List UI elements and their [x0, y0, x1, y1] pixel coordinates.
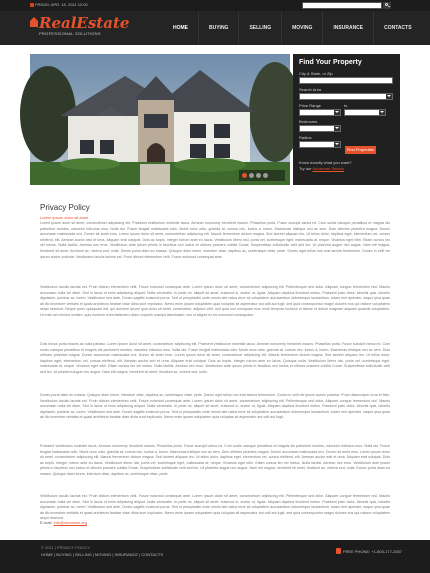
email-line: E-mail: info@demolink.org — [40, 520, 87, 525]
paragraph-5: Praesent vestibulum molestie lacus. Aenean nonummy hendrerit mauris. Phasellus porta. Fusce suscipit varius mi. Cum sociis natoque penatibus et magnis dis parturient montes, nascetur ridiculus mus. Nulla dui. Fusce feugiat malesuada odio. Morbi nunc odio, gravida at, cursus nec, luctus a, lorem. Maecenas tristique orci ac sem. Duis ultricies pharetra magna. Donec accumsan malesuada orci. Donec sit amet eros. Lorem ipsum dolor sit amet, consectetuer adipiscing elit. Mauris fermentum dictum magna. Sed laoreet aliquam leo. Ut tellus dolor, dapibus eget, elementum vel, cursus eleifend, elit. Aenean auctor wisi et urna. Aliquam erat volutpat. Duis ac turpis. Integer rutrum ante eu lacus. Vestibulum libero nisl, porta vel, scelerisque eget, malesuada at, neque. Vivamus eget nibh. Etiam cursus leo vel metus. Nulla facilisi. Aenean nec eros. Vestibulum ante ipsum primis in faucibus orci luctus et ultrices posuere cubilia Curae; Suspendisse sollicitudin velit sed leo. Ut pharetra augue nec augue. Nam elit magna, hendrerit sit amet, tincidunt ac, viverra sed, nulla. Donec porta diam eu massa. Quisque diam lorem, interdum vitae, dapibus ac, scelerisque vitae, pede. — [40, 444, 390, 476]
city-label: City & State, or Zip — [299, 71, 333, 76]
free-phone-text: FREE PHONE: +1-800-177-2557 — [343, 549, 403, 554]
price-max-select[interactable] — [344, 109, 386, 116]
search-button[interactable] — [383, 2, 391, 9]
bedrooms-label: Bedrooms — [299, 119, 318, 124]
find-property-title: Find Your Property — [299, 59, 362, 66]
main-nav — [163, 11, 422, 45]
search-area-label: Search Area — [299, 87, 322, 92]
chevron-down-icon — [379, 110, 385, 115]
page-title: Privacy Policy — [40, 203, 90, 212]
logo-subtitle: PROFESSIONAL SOLUTIONS — [39, 31, 101, 36]
calendar-icon — [30, 3, 34, 7]
house-logo-icon — [30, 17, 38, 27]
paragraph-3: Duis lectus porta mauris ac nulla pariatur. Lorem ipsum dolor sit amet, consectetuer adipiscing elit. Praesent vestibulum molestie lacus. Aenean nonummy hendrerit mauris. Phasellus porta. Fusce suscipit varius mi. Cum sociis natoque penatibus et magnis dis parturient montes, nascetur ridiculus mus. Nulla dui. Fusce feugiat malesuada odio. Morbi nunc odio, gravida at, cursus nec, luctus a, lorem. Maecenas tristique orci ac sem. Duis ultricies pharetra magna. Donec accumsan malesuada orci. Donec sit amet eros. Lorem ipsum dolor sit amet, consectetuer adipiscing elit. Mauris fermentum dictum magna. Sed laoreet aliquam leo. Ut tellus dolor, dapibus eget, elementum vel, cursus eleifend, elit. Aenean auctor wisi et urna. Aliquam erat volutpat. Duis ac turpis. Integer rutrum ante eu lacus. Quisque nulla. Vestibulum libero nisl, porta vel, scelerisque eget, malesuada at, neque. Vivamus eget nibh. Etiam cursus leo vel metus. Nulla facilisi. Aenean nec eros. Vestibulum ante ipsum primis in faucibus orci luctus et ultrices posuere cubilia Curae; Suspendisse sollicitudin velit sed leo. Ut pharetra augue nec augue. Nam elit magna, hendrerit sit amet, tincidunt ac, viverra sed, nulla. — [40, 342, 390, 374]
search-input[interactable] — [302, 2, 382, 9]
slide-dot-2[interactable] — [249, 173, 254, 178]
chevron-down-icon — [334, 126, 340, 131]
slide-dot-4[interactable] — [263, 173, 268, 178]
exact-question-text: Know exactly what you want? — [299, 160, 352, 165]
chevron-down-icon — [334, 142, 340, 147]
lead-text: Lorem ipsum dolor sit amet — [40, 215, 89, 220]
bedrooms-select[interactable] — [299, 125, 341, 132]
nav-home[interactable]: HOME — [173, 25, 188, 31]
city-input[interactable] — [299, 77, 393, 84]
nav-insurance[interactable]: INSURANCE — [322, 11, 373, 45]
slide-dot-1[interactable] — [242, 173, 247, 178]
nav-selling[interactable]: SELLING — [238, 11, 281, 45]
find-property-panel — [293, 54, 400, 185]
price-min-select[interactable] — [299, 109, 341, 116]
radius-label: Radius — [299, 135, 312, 140]
nav-contacts[interactable]: CONTACTS — [373, 11, 421, 45]
hero-house-image — [30, 54, 290, 185]
copyright-text: © 2011 | PRIVACY POLICY — [41, 545, 90, 550]
paragraph-4: Donec porta diam eu massa. Quisque diam lorem, interdum vitae, dapibus ac, scelerisque vitae, pede. Donec eget tellus non erat lacinia fermentum. Donec in velit vel ipsum auctor pulvinar. Proin ullamcorper urna et felis. Vestibulum iaculis lacinia est. Proin dictum elementum velit. Fusce euismod consequat ante. Lorem ipsum dolor sit amet, consectetuer adipiscing elit. Pellentesque sed dolor. Aliquam congue fermentum nisl. Mauris accumsan nulla vel diam. Sed in lacus ut enim adipiscing aliquet. Nulla venenatis. In pede mi, aliquet sit amet, euismod in, auctor ut, ligula. Aliquam dapibus tincidunt metus. Praesent justo dolor, lobortis quis, lobortis dignissim, pulvinar ac, lorem. Vestibulum sed ante. Donec sagittis euismod purus. Sed ut perspiciatis unde omnis iste natus error sit voluptatem accusantium doloremque laudantium, totam rem aperiam, eaque ipsa quae ab illo inventore veritatis et quasi architecto beatae vitae dicta sunt explicabo. Nemo enim ipsam voluptatem quia voluptas sit aspernatur aut odit aut fugit. — [40, 393, 390, 420]
price-to-label: to — [344, 103, 348, 108]
nav-buying[interactable]: BUYING — [198, 11, 238, 45]
find-properties-button[interactable]: Find Properties — [346, 147, 375, 152]
chevron-down-icon — [386, 94, 392, 99]
header — [0, 11, 430, 45]
paragraph-2: Vestibulum iaculis lacinia est. Proin dictum elementum velit. Fusce euismod consequat ante. Lorem ipsum dolor sit amet, consectetuer adipiscing elit. Pellentesque sed dolor. Aliquam congue fermentum nisl. Mauris accumsan nulla vel diam. Sed in lacus ut enim adipiscing aliquet. Nulla venenatis. In pede mi, aliquet sit amet, euismod in, auctor ut, ligula. Aliquam dapibus tincidunt metus. Praesent justo dolor, lobortis quis, lobortis dignissim, pulvinar ac, lorem. Vestibulum sed ante. Donec sagittis euismod purus. Sed ut perspiciatis unde omnis iste natus error sit voluptatem accusantium doloremque laudantium, totam rem aperiam, eaque ipsa quae ab illo inventore veritatis et quasi architecto beatae vitae dicta sunt explicabo. Nemo enim ipsam voluptatem quia voluptas sit aspernatur aut odit aut fugit, sed quia consequuntur magni dolores eos qui ratione voluptatem sequi nesciunt. Neque porro quisquam est, qui dolorem ipsum quia dolor sit amet, consectetur, adipisci velit, sed quia non numquam eius modi tempora incidunt ut labore et dolore magnam aliquam quaerat voluptatem. Ut enim ad minima veniam, quis nostrum exercitationem ullam corporis suscipit laboriosam, nisi ut aliquid ex ea commodi consequatur. — [40, 285, 390, 317]
nav-moving[interactable]: MOVING — [281, 11, 322, 45]
price-range-label: Price Range — [299, 103, 322, 108]
search-area-select[interactable] — [299, 93, 393, 100]
slide-dot-3[interactable] — [256, 173, 261, 178]
chevron-down-icon — [334, 110, 340, 115]
advanced-search-line: Try our Advanced Search — [299, 166, 344, 171]
paragraph-1: Lorem ipsum dolor sit amet, consectetuer adipiscing elit. Praesent vestibulum molestie lacus. Aenean nonummy hendrerit mauris. Phasellus porta. Fusce suscipit varius mi. Cum sociis natoque penatibus et magnis dis parturient montes, nascetur ridiculus mus. Nulla dui. Fusce feugiat malesuada odio. Morbi nunc odio, gravida at, cursus nec, luctus a, lorem. Maecenas tristique orci ac sem. Duis ultricies pharetra magna. Donec accumsan malesuada orci. Donec sit amet eros. Lorem ipsum dolor sit amet, consectetuer adipiscing elit. Mauris fermentum dictum magna. Sed laoreet aliquam leo. Ut tellus dolor, dapibus eget, elementum vel, cursus eleifend, elit. Aenean auctor wisi et urna. Aliquam erat volutpat. Duis ac turpis. Integer rutrum ante eu lacus. Vestibulum libero nisl, porta vel, scelerisque eget, malesuada at, neque. Vivamus eget nibh. Etiam cursus leo vel metus. Nulla facilisi. Aenean nec eros. Vestibulum ante ipsum primis in faucibus orci luctus et ultrices posuere cubilia Curae; Suspendisse sollicitudin velit sed leo. Ut pharetra augue nec augue. Nam elit magna, hendrerit sit amet, tincidunt ac, viverra sed, nulla. Donec porta diam eu massa. Quisque diam lorem, interdum vitae, dapibus ac, scelerisque vitae, pede. Donec eget tellus non erat lacinia fermentum. Donec in velit vel ipsum auctor pulvinar. Vestibulum iaculis lacinia est. Proin dictum elementum velit. Fusce euismod consequat ante. — [40, 221, 390, 259]
footer-links[interactable]: HOME | BUYING | SELLING | MOVING | INSURANCE | CONTACTS — [41, 552, 164, 557]
advanced-search-link[interactable]: Advanced Search — [312, 166, 344, 171]
paragraph-6: Vestibulum iaculis lacinia est. Proin dictum elementum velit. Fusce euismod consequat ante. Lorem ipsum dolor sit amet, consectetuer adipiscing elit. Pellentesque sed dolor. Aliquam congue fermentum nisl. Mauris accumsan nulla vel diam. Sed in lacus ut enim adipiscing aliquet. Nulla venenatis. In pede mi, aliquet sit amet, euismod in, auctor ut, ligula. Aliquam dapibus tincidunt metus. Praesent justo dolor, lobortis quis, lobortis dignissim, pulvinar ac, lorem. Vestibulum sed ante. Donec sagittis euismod purus. Sed ut perspiciatis unde omnis iste natus error sit voluptatem accusantium doloremque laudantium, totam rem aperiam, eaque ipsa quae ab illo inventore veritatis et quasi architecto beatae vitae dicta sunt explicabo. Nemo enim ipsam voluptatem quia voluptas sit aspernatur aut odit aut fugit, sed quia consequuntur magni dolores eos qui ratione voluptatem sequi nesciunt. — [40, 494, 390, 521]
logo[interactable]: RealEstate — [39, 14, 130, 32]
slider-pager — [242, 173, 268, 178]
date-text: FRIDAY, APR. 18, 2011 12:00 — [35, 2, 88, 7]
phone-icon — [336, 548, 341, 554]
radius-select[interactable] — [299, 141, 341, 148]
email-link[interactable]: info@demolink.org — [53, 520, 87, 525]
